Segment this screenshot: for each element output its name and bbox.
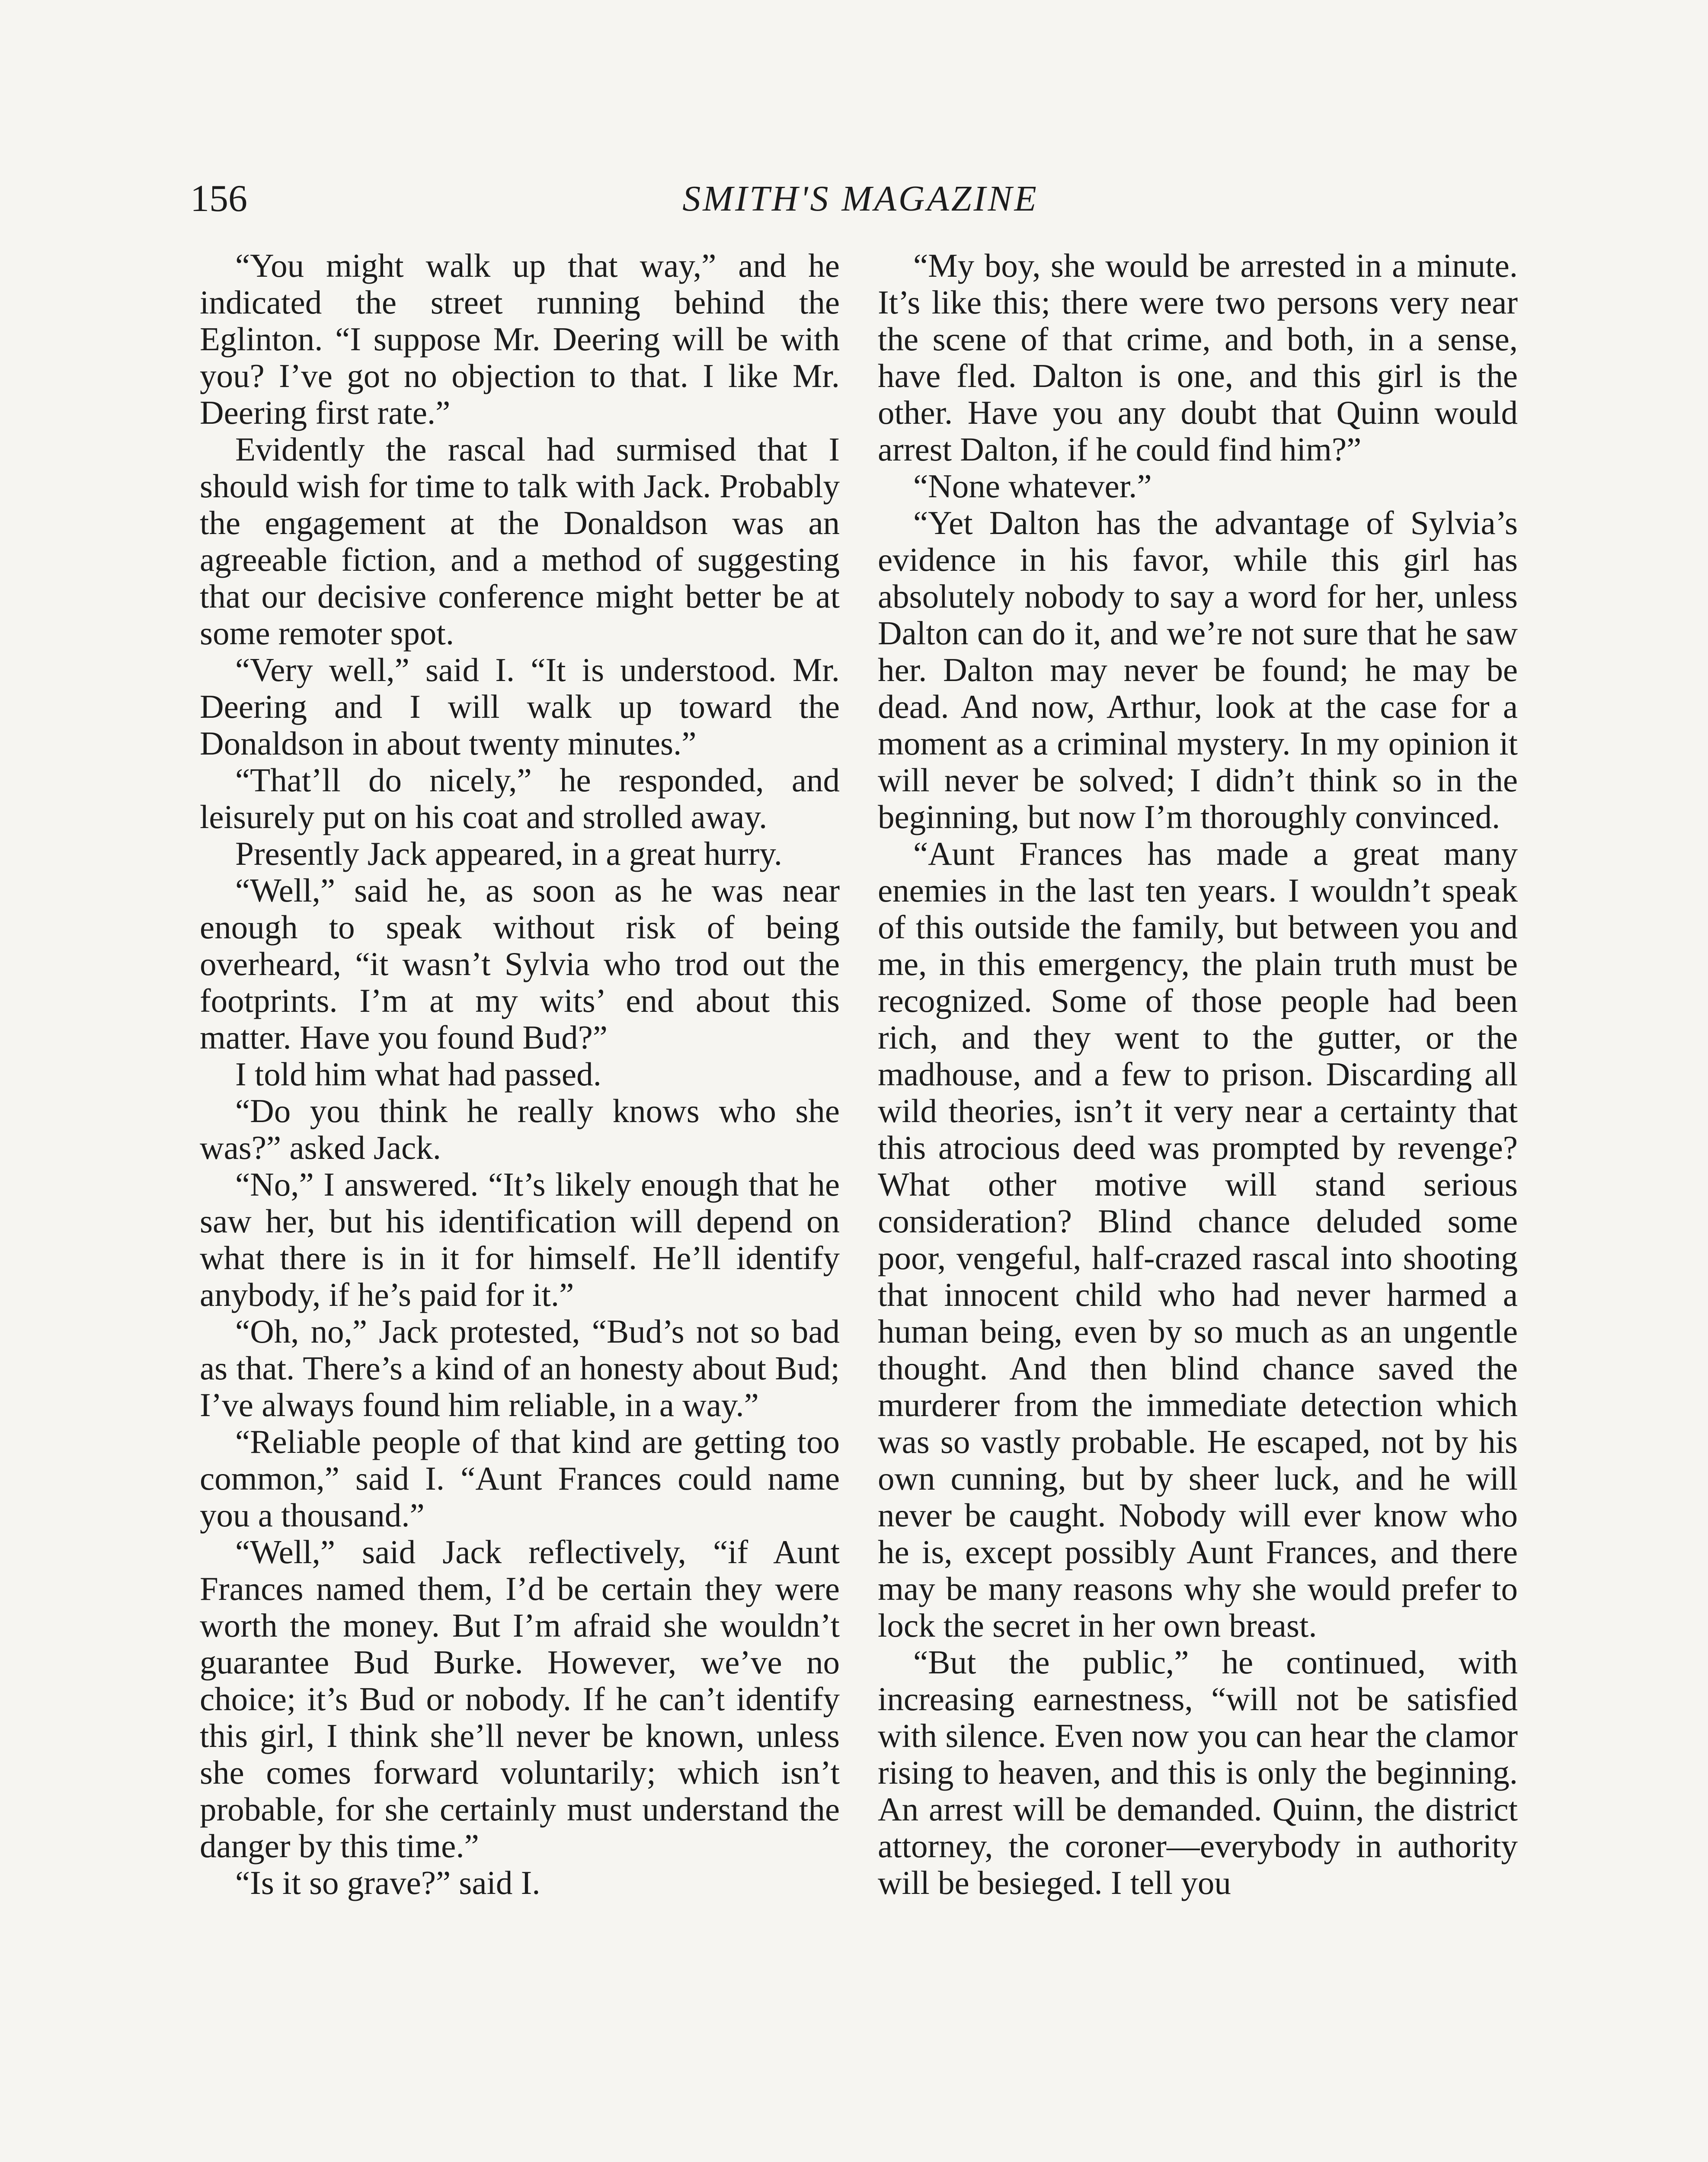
paragraph: Presently Jack appeared, in a great hurry. [235, 835, 782, 872]
paragraph: “Do you think he really knows who she was?” asked Jack. [200, 1092, 840, 1166]
paragraph: “Well,” said he, as soon as he was near enough to speak without risk of being overheard, “it wasn’t Sylvia who trod out the footprints. I’m at my wits’ end about this matter. Have you found Bud?” [200, 872, 840, 1056]
paragraph: “My boy, she would be arrested in a minute. It’s like this; there were two persons very near the scene of that crime, and both, in a sense, have fled. Dalton is one, and this girl is the other. Have you any doubt that Quinn would arrest Dalton, if he could find him?” [878, 247, 1518, 468]
paragraph: “You might walk up that way,” and he indicated the street running behind the Eglinton. “I suppose Mr. Deering will be with you? I’ve got no objection to that. I like Mr. Deering first rate.” [200, 247, 840, 431]
magazine-title: SMITH'S MAGAZINE [682, 179, 1039, 219]
paragraph: “Is it so grave?” said I. [235, 1864, 541, 1901]
paragraph: “Very well,” said I. “It is understood. Mr. Deering and I will walk up toward the Donaldson in about twenty minutes.” [200, 651, 840, 762]
paragraph: I told him what had passed. [235, 1055, 601, 1093]
left-column [200, 247, 840, 1901]
paragraph: “Aunt Frances has made a great many enemies in the last ten years. I wouldn’t speak of this outside the family, but between you and me, in this emergency, the plain truth must be recognized. Some of those people had been rich, and they went to the gutter, or the madhouse, and a few to prison. Discarding all wild theories, isn’t it very near a certainty that this atrocious deed was prompted by revenge? What other motive will stand serious consideration? Blind chance deluded some poor, vengeful, half-crazed rascal into shooting that innocent child who had never harmed a human being, even by so much as an ungentle thought. And then blind chance saved the murderer from the immediate detection which was so vastly probable. He escaped, not by his own cunning, but by sheer luck, and he will never be caught. Nobody will ever know who he is, except possibly Aunt Frances, and there may be many reasons why she would prefer to lock the secret in her own breast. [878, 835, 1518, 1644]
paragraph: “But the public,” he continued, with increasing earnestness, “will not be satisfied with silence. Even now you can hear the clamor rising to heaven, and this is only the beginning. An arrest will be demanded. Quinn, the district attorney, the coroner—everybody in authority will be besieged. I tell you [878, 1644, 1518, 1901]
paragraph: “Oh, no,” Jack protested, “Bud’s not so bad as that. There’s a kind of an honesty about Bud; I’ve always found him reliable, in a way.” [200, 1313, 840, 1423]
paragraph: “Yet Dalton has the advantage of Sylvia’s evidence in his favor, while this girl has absolutely nobody to say a word for her, unless Dalton can do it, and we’re not sure that he saw her. Dalton may never be found; he may be dead. And now, Arthur, look at the case for a moment as a criminal mystery. In my opinion it will never be solved; I didn’t think so in the beginning, but now I’m thoroughly convinced. [878, 504, 1518, 835]
page-header [190, 171, 1531, 227]
paragraph: “That’ll do nicely,” he responded, and leisurely put on his coat and strolled away. [200, 761, 840, 835]
paragraph: “Well,” said Jack reflectively, “if Aunt Frances named them, I’d be certain they were worth the money. But I’m afraid she wouldn’t guarantee Bud Burke. However, we’ve no choice; it’s Bud or nobody. If he can’t identify this girl, I think she’ll never be known, unless she comes forward voluntarily; which isn’t probable, for she certainly must understand the danger by this time.” [200, 1533, 840, 1865]
paragraph: “Reliable people of that kind are getting too common,” said I. “Aunt Frances could name you a thousand.” [200, 1423, 840, 1534]
paragraph: Evidently the rascal had surmised that I should wish for time to talk with Jack. Probably the engagement at the Donaldson was an agreeable fiction, and a method of suggesting that our decisive conference might better be at some remoter spot. [200, 431, 840, 652]
page-number: 156 [190, 178, 247, 220]
paragraph: “No,” I answered. “It’s likely enough that he saw her, but his identification will depend on what there is in it for himself. He’ll identify anybody, if he’s paid for it.” [200, 1166, 840, 1313]
right-column [878, 247, 1518, 1901]
paragraph: “None whatever.” [913, 467, 1152, 505]
